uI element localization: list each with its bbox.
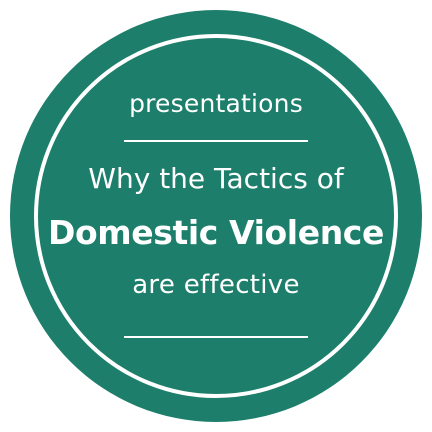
category-label: presentations [129,89,303,118]
title-line-3: are effective [132,270,300,300]
title-line-2: Domestic Violence [48,213,384,252]
divider-top [124,140,308,142]
divider-bottom [124,336,308,338]
title-line-1: Why the Tactics of [88,162,344,195]
